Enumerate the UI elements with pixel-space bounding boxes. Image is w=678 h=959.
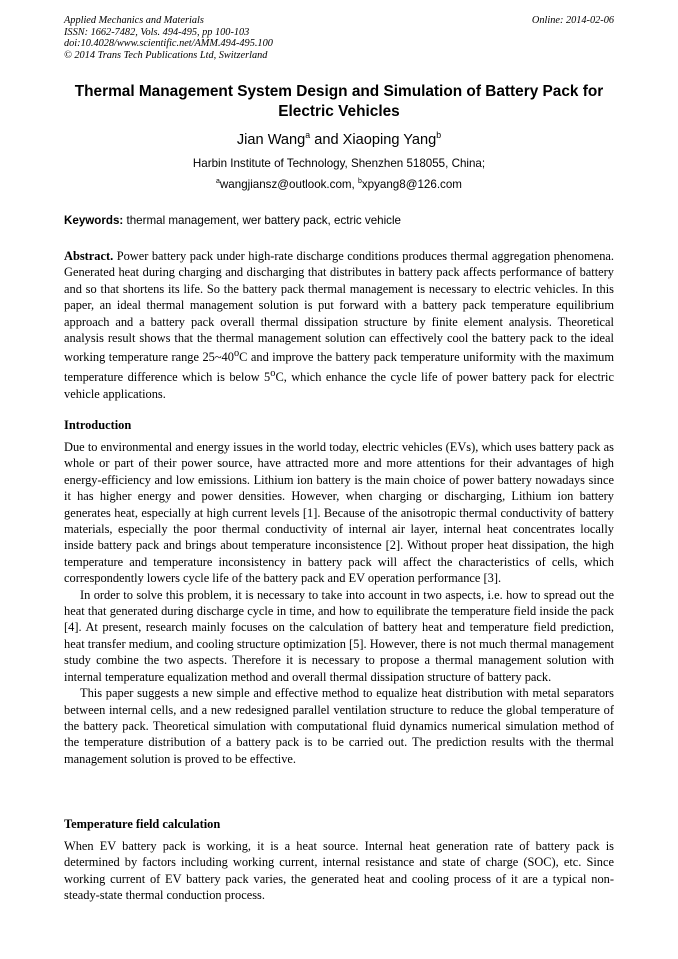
email-marker: a — [216, 178, 220, 186]
introduction-body — [64, 439, 614, 767]
author-name: Jian Wang — [236, 132, 306, 148]
author-affiliation-marker: b — [436, 130, 442, 141]
copyright-line: © 2014 Trans Tech Publications Ltd, Switzerland — [64, 49, 268, 61]
email-address: wangjiansz@outlook.com, — [219, 178, 358, 191]
degree-symbol: o — [270, 367, 276, 379]
email-address: xpyang8@126.com — [361, 178, 462, 191]
abstract-text: Power battery pack under high-rate discharge conditions produces thermal aggregation phenomena. Generated heat during charging and discharging that distributes in battery pack affects performance of battery and so that shortens its life. So the battery pack thermal management is necessary to electric vehicles. In this paper, an ideal thermal management solution is put forward with a battery pack temperature equilibrium approach and a battery pack overall thermal dissipation structure by finite element analysis. Theoretical analysis result shows that the thermal management solution can effectively cool the battery pack to the ideal working temperature range 25~40 — [64, 249, 614, 365]
author-name: Xiaoping Yang — [342, 132, 437, 148]
keywords-label: Keywords: — [64, 214, 124, 227]
abstract-text: C and improve the battery pack temperature uniformity with the maximum temperature difference which is below 5 — [64, 350, 614, 385]
affiliation: Harbin Institute of Technology, Shenzhen 518055, China; — [192, 157, 486, 170]
keywords — [64, 214, 614, 228]
section-heading-introduction: Introduction — [64, 418, 132, 432]
temperature-field-body — [64, 838, 614, 904]
author-conjunction: and — [310, 132, 343, 148]
online-date: Online: 2014-02-06 — [531, 15, 614, 26]
abstract — [64, 248, 614, 402]
author-list — [64, 131, 614, 149]
email-line — [64, 178, 614, 192]
abstract-paragraph — [64, 248, 614, 402]
email-marker: b — [358, 178, 362, 186]
paragraph: When EV battery pack is working, it is a heat source. Internal heat generation rate of battery pack is determined by factors including working current, internal resistance and state of charge (SOC), etc. Since working current of EV battery pack varies, the generated heat and cooling process of it are a typical non-steady-state thermal conduction process. — [64, 839, 614, 903]
degree-symbol: o — [233, 348, 240, 360]
keywords-text: thermal management, wer battery pack, ectric vehicle — [123, 214, 402, 227]
section-heading-temperature-field: Temperature field calculation — [64, 817, 221, 831]
issn-line: ISSN: 1662-7482, Vols. 494-495, pp 100-103 — [64, 26, 250, 38]
paper-title: Thermal Management System Design and Simulation of Battery Pack for Electric Vehicles — [74, 83, 604, 120]
journal-header — [64, 15, 614, 61]
author-affiliation-marker: a — [305, 130, 311, 141]
doi-line: doi:10.4028/www.scientific.net/AMM.494-495.100 — [64, 38, 273, 50]
paragraph: Due to environmental and energy issues in the world today, electric vehicles (EVs), which uses battery pack as whole or part of their power source, have attracted more and more attentions for their advantages of high energy-efficiency and low emissions. Lithium ion battery is the main choice of power battery nowadays since it has higher energy and power densities. However, when charging or discharging, Lithium ion battery generates heat, especially at high current levels [1]. Because of the anisotropic thermal conductivity of battery materials, especially the poor thermal conductivity of internal air layer, internal heat concentrates locally inside battery pack and brings about temperature inconsistence [2]. Without proper heat dissipation, the high temperature and temperature inconsistency in battery pack will affect the characteristics of cells, which correspondently lowers cycle life of the battery pack and EV operation performance [3]. — [64, 440, 614, 586]
journal-name: Applied Mechanics and Materials — [64, 15, 204, 26]
abstract-text: C, which enhance the cycle life of power battery pack for electric vehicle applications. — [64, 370, 615, 401]
paragraph: In order to solve this problem, it is necessary to take into account in two aspects, i.e. how to spread out the heat that generated during discharge cycle in time, and how to equilibrate the temperature field inside the pack [4]. At present, research mainly focuses on the calculation of battery heat and temperature field prediction, heat transfer medium, and cooling structure optimization [5]. However, there is not much thermal management study combine the two aspects. Therefore it is necessary to propose a thermal management solution with internal temperature equalization method and overall thermal dissipation structure of battery pack. — [64, 587, 614, 684]
abstract-label: Abstract. — [64, 249, 114, 263]
paragraph: This paper suggests a new simple and effective method to equalize heat distribution with metal separators between internal cells, and a new redesigned parallel ventilation structure to reduce the global temperature of the battery pack. Theoretical simulation with computational fluid dynamics numerical simulation method of the temperature distribution of a battery pack is to be carried out. The prediction results with the thermal management solution is proved to be effective. — [64, 686, 614, 766]
